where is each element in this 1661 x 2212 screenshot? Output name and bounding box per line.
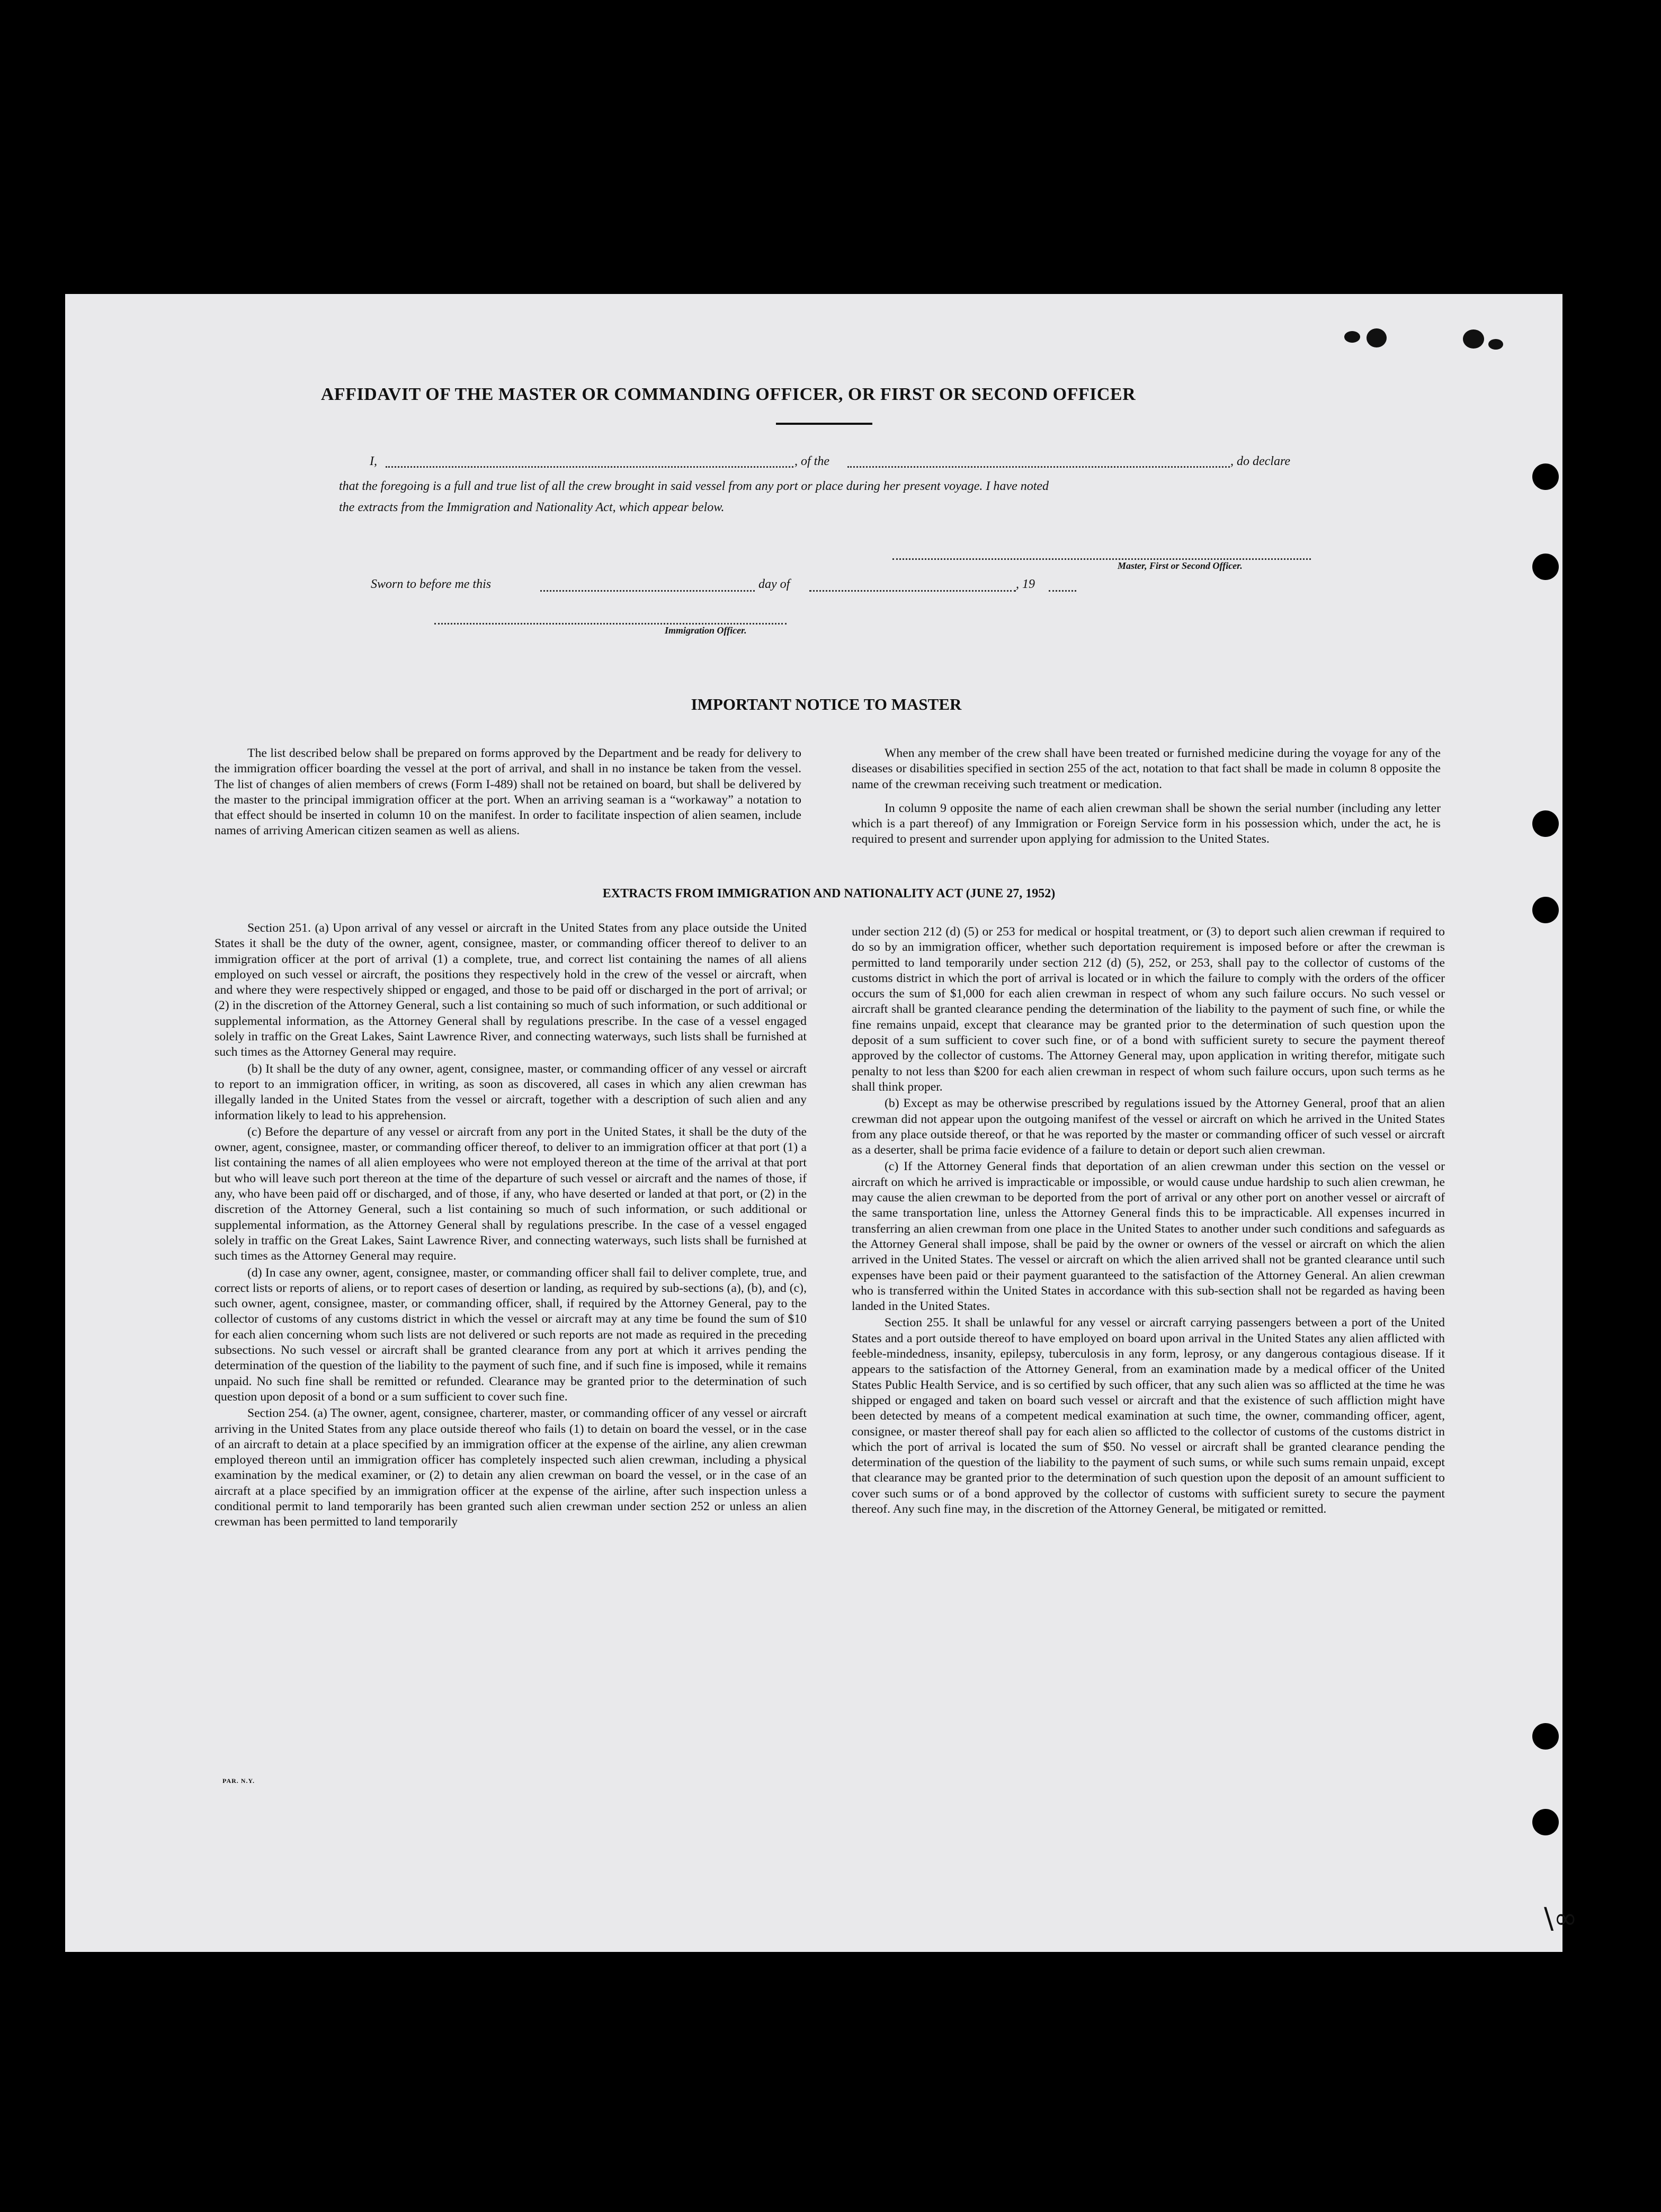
extract-paragraph: Section 255. It shall be unlawful for any vessel or aircraft carrying passengers between a port of the United States and a port outside thereof to have employed on board upon arrival in the United States any alien afflicted with feeble-mindedness, insanity, epilepsy, tuberculosis in any form, leprosy, or any dangerous contagious disease. If it appears to the satisfaction of the Attorney General, from an examination made by a medical officer of the United States Public Health Service, and is so certified by such officer, that any such alien was so afflicted at the time he was shipped or engaged and taken on board such vessel or aircraft and that the existence of such affliction might have been detected by means of a competent medical examination at such time, the owner, commanding officer, agent, consignee, or master thereof shall pay for each alien so afflicted to the collector of customs of the customs district in which the port of arrival is located the sum of $50. No vessel or aircraft shall be granted clearance pending the determination of the question of the liability to the payment of such sums, or while such sums remain unpaid, except that clearance may be granted prior to the determination of such question upon the deposit of an amount sufficient to cover such sums or of a bond approved by the collector of customs with sufficient surety to secure the payment thereof. Any such fine may, in the discretion of the Attorney General, be mitigated or remitted. <box>852 1316 1445 1516</box>
ink-mark <box>1344 331 1360 343</box>
form-code: PAR. N.Y. <box>222 1777 255 1785</box>
extract-paragraph: under section 212 (d) (5) or 253 for medical or hospital treatment, or (3) to deport such alien crewman if required to do so by an immigration officer, whether such deportation requirement is imposed before or after the crewman is permitted to land temporarily under section 212 (d) (5), 252, or 253, shall pay to the collector of customs of the customs district in which the port of arrival is located or in which the failure to comply with the orders of the officer occurs the sum of $1,000 for each alien crewman in respect of whom any such failure occurs. No such vessel or aircraft shall be granted clearance pending the determination of the liability to the payment of such fine, or while the fine remains unpaid, except that clearance may be granted prior to the determination of such question upon the deposit of a sum sufficient to cover such fine, or of a bond with sufficient surety to secure the payment thereof approved by the collector of customs. The Attorney General may, upon application in writing therefor, mitigate such penalty to not less than $200 for each alien crewman in respect of whom such failure occurs, upon such terms as he shall think proper. <box>852 925 1445 1094</box>
extract-paragraph: Section 254. (a) The owner, agent, consignee, charterer, master, or commanding officer of any vessel or aircraft arriving in the United States from any place outside thereof who fails (1) to detain on board the vessel, or in the case of an aircraft to detain at a place specified by an immigration officer at the expense of the airline, any alien crewman employed thereon until an immigration officer has completely inspected such alien crewman, including a physical examination by the medical examiner, or (2) to detain any alien crewman on board the vessel, or in the case of an aircraft at a place specified by an immigration officer at the expense of the airline, after such inspection unless a conditional permit to land temporarily has been granted such alien crewman under section 252 or unless an alien crewman has been permitted to land temporarily <box>215 1406 807 1529</box>
title-underline <box>776 423 872 425</box>
punch-hole <box>1532 1809 1559 1835</box>
extracts-left-column <box>215 921 807 1531</box>
notice-title: IMPORTANT NOTICE TO MASTER <box>691 695 962 713</box>
notice-paragraph: The list described below shall be prepared on forms approved by the Department and be ready for delivery to the immigration officer boarding the vessel at the port of arrival, and shall in no instance be taken from the vessel. The list of changes of alien members of crews (Form I-489) shall not be retained on board, but shall be delivered by the master to the principal immigration officer at the port. When an arriving seaman is a “workaway” a notation to that effect should be inserted in column 10 on the manifest. In order to facilitate inspection of alien seamen, include names of arriving American citizen seamen as well as aliens. <box>215 746 801 838</box>
officer-signature-line[interactable] <box>434 619 787 625</box>
ink-mark <box>1463 329 1484 349</box>
year-field[interactable] <box>1049 586 1076 592</box>
extracts-right-column <box>852 924 1445 1518</box>
day-of-label: day of <box>758 577 790 591</box>
punch-hole <box>1532 810 1559 837</box>
officer-signature-label: Immigration Officer. <box>665 625 747 636</box>
punch-hole <box>1532 463 1559 490</box>
notice-paragraph: In column 9 opposite the name of each alien crewman shall be shown the serial number (including any letter which is a part thereof) of any Immigration or Foreign Service form in his possession which, under the act, he is required to present and surrender upon applying for admission to the United States. <box>852 801 1441 846</box>
punch-hole <box>1532 1723 1559 1750</box>
extracts-title: EXTRACTS FROM IMMIGRATION AND NATIONALITY ACT (JUNE 27, 1952) <box>602 887 1056 900</box>
vessel-field[interactable] <box>847 462 1230 468</box>
master-signature-line[interactable] <box>892 554 1311 560</box>
extract-paragraph: (b) Except as may be otherwise prescribed by regulations issued by the Attorney General, proof that an alien crewman did not appear upon the outgoing manifest of the vessel or aircraft on which he arrived in the United States from any place outside thereof, or that he was reported by the master or commanding officer of such vessel or aircraft as a deserter, shall be prima facie evidence of a failure to detain or deport such alien crewman. <box>852 1096 1445 1157</box>
notice-paragraph: When any member of the crew shall have been treated or furnished medicine during the voyage for any of the diseases or disabilities specified in section 255 of the act, notation to that fact shall be made in column 8 opposite the name of the crewman receiving such treatment or medication. <box>852 746 1441 791</box>
extract-paragraph: (d) In case any owner, agent, consignee, master, or commanding officer shall fail to deliver complete, true, and correct lists or reports of aliens, or to report cases of desertion or landing, as required by sub-sections (a), (b), and (c), such owner, agent, consignee, master, or commanding officer, shall, if required by the Attorney General, pay to the collector of customs of any customs district in which the vessel or aircraft may at any time be found the sum of $10 for each alien concerning whom such lists are not delivered or such reports are not made as required in the preceding subsections. No such vessel or aircraft shall be granted clearance from any port at which it arrives pending the determination of the question of the liability to the payment of such fine, and if such fine is imposed, while it remains unpaid. No such fine shall be remitted or refunded. Clearance may be granted prior to the determination of such question upon deposit of a bond or a sum sufficient to cover such fine. <box>215 1265 807 1404</box>
affidavit-declare-label: , do declare <box>1230 454 1291 468</box>
notice-left-column <box>215 746 801 840</box>
handwritten-page-number: \∞ <box>1544 1902 1578 1935</box>
notice-right-column <box>852 746 1441 849</box>
affidavit-statement-cont: the extracts from the Immigration and Nationality Act, which appear below. <box>339 501 725 514</box>
year-label: , 19 <box>1016 577 1035 591</box>
sworn-date-field[interactable] <box>540 586 755 592</box>
extract-paragraph: Section 251. (a) Upon arrival of any vessel or aircraft in the United States from any place outside the United States it shall be the duty of the owner, agent, consignee, master, or commanding officer thereof to deliver to an immigration officer at the port of arrival (1) a complete, true, and correct list containing the names of all aliens employed on such vessel or aircraft, the positions they respectively hold in the crew of the vessel or aircraft, when and where they were respectively shipped or engaged, and those to be paid off or discharged in the port of arrival; or (2) in the discretion of the Attorney General, such a list containing so much of such information, or such additional or supplemental information, as the Attorney General shall by regulations prescribe. In the case of a vessel engaged solely in traffic on the Great Lakes, Saint Lawrence River, and connecting waterways, such lists shall be furnished at such times as the Attorney General may require. <box>215 921 807 1059</box>
extract-paragraph: (c) Before the departure of any vessel or aircraft from any port in the United States, it shall be the duty of the owner, agent, consignee, master, or commanding officer thereof, to deliver to an immigration officer at that port (1) a list containing the names of all alien employees who were not employed thereon at the time of the arrival at that port but who will leave such port thereon at the time of the departure of such vessel or aircraft and the names of those, if any, who have been paid off or discharged, and of those, if any, who have deserted or landed at that port, or (2) in the discretion of the Attorney General, such a list containing so much of such information, or such additional or supplemental information, as the Attorney General shall by regulations prescribe. In the case of a vessel engaged solely in traffic on the Great Lakes, Saint Lawrence River, and connecting waterways, such lists shall be furnished at such times as the Attorney General may require. <box>215 1125 807 1263</box>
extract-paragraph: (b) It shall be the duty of any owner, agent, consignee, master, or commanding officer of any vessel or aircraft to report to an immigration officer, in writing, as soon as discovered, all cases in which any alien crewman has illegally landed in the United States from the vessel or aircraft, together with a description of such alien and any information likely to lead to his apprehension. <box>215 1062 807 1122</box>
name-field[interactable] <box>386 462 793 468</box>
ink-mark <box>1367 328 1387 347</box>
affidavit-title: AFFIDAVIT OF THE MASTER OR COMMANDING OFFICER, OR FIRST OR SECOND OFFICER <box>320 385 1136 404</box>
affidavit-statement: that the foregoing is a full and true list of all the crew brought in said vessel from any port or place during her present voyage. I have noted <box>339 479 1049 493</box>
affidavit-i-label: I, <box>370 454 377 468</box>
affidavit-of-the-label: , of the <box>794 454 829 468</box>
sworn-label: Sworn to before me this <box>371 577 492 591</box>
month-field[interactable] <box>809 586 1016 592</box>
ink-mark <box>1488 339 1503 350</box>
master-signature-label: Master, First or Second Officer. <box>1118 560 1243 571</box>
extract-paragraph: (c) If the Attorney General finds that deportation of an alien crewman under this section on the vessel or aircraft on which he arrived is impracticable or impossible, or would cause undue hardship to such alien crewman, he may cause the alien crewman to be deported from the port of arrival or any other port on another vessel or aircraft of the same transportation line, unless the Attorney General finds this to be impracticable. All expenses incurred in transferring an alien crewman from one place in the United States to another under such conditions and safeguards as the Attorney General shall impose, shall be paid by the owner or owners of the vessel or aircraft on which the alien arrived in the United States. The vessel or aircraft on which the alien arrived shall not be granted clearance until such expenses have been paid or their payment guaranteed to the satisfaction of the Attorney General. An alien crewman who is transferred within the United States in accordance with this sub-section shall not be regarded as having been landed in the United States. <box>852 1159 1445 1314</box>
punch-hole <box>1532 897 1559 923</box>
punch-hole <box>1532 554 1559 580</box>
